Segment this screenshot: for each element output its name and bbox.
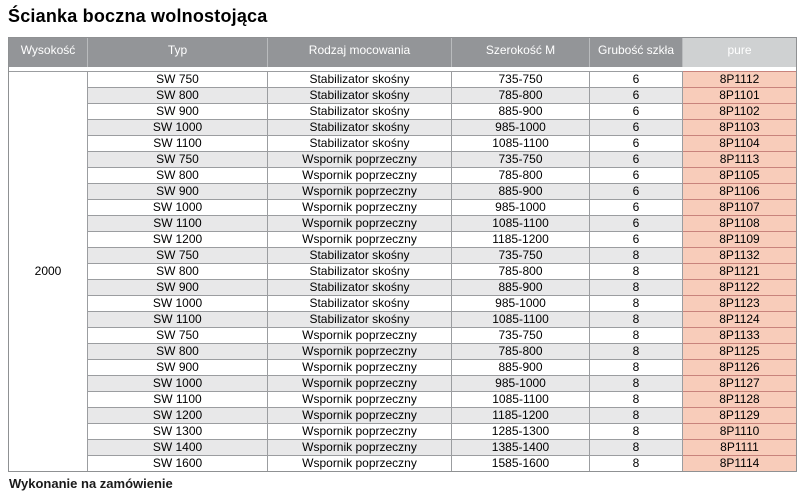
- cell-szerokosc: 1385-1400: [452, 440, 590, 456]
- cell-pure-code: 8P1122: [683, 280, 796, 296]
- cell-mocowanie: Wspornik poprzeczny: [268, 440, 452, 456]
- cell-pure-code: 8P1128: [683, 392, 796, 408]
- cell-grubosc: 8: [590, 328, 683, 344]
- cell-pure-code: 8P1113: [683, 152, 796, 168]
- cell-szerokosc: 735-750: [452, 152, 590, 168]
- table-row: [9, 296, 796, 312]
- cell-typ: SW 1200: [88, 232, 268, 248]
- cell-szerokosc: 885-900: [452, 360, 590, 376]
- cell-pure-code: 8P1121: [683, 264, 796, 280]
- cell-mocowanie: Stabilizator skośny: [268, 248, 452, 264]
- cell-typ: SW 1000: [88, 376, 268, 392]
- cell-mocowanie: Stabilizator skośny: [268, 104, 452, 120]
- cell-pure-code: 8P1101: [683, 88, 796, 104]
- table-row: [9, 456, 796, 471]
- cell-mocowanie: Stabilizator skośny: [268, 280, 452, 296]
- cell-pure-code: 8P1111: [683, 440, 796, 456]
- cell-szerokosc: 985-1000: [452, 200, 590, 216]
- cell-szerokosc: 1085-1100: [452, 392, 590, 408]
- cell-szerokosc: 885-900: [452, 104, 590, 120]
- table-row: [9, 280, 796, 296]
- cell-szerokosc: 785-800: [452, 168, 590, 184]
- cell-mocowanie: Stabilizator skośny: [268, 312, 452, 328]
- col-header-pure: pure: [683, 38, 796, 67]
- cell-mocowanie: Stabilizator skośny: [268, 72, 452, 88]
- table-row: [9, 88, 796, 104]
- cell-typ: SW 1000: [88, 296, 268, 312]
- cell-grubosc: 6: [590, 88, 683, 104]
- cell-typ: SW 1200: [88, 408, 268, 424]
- cell-pure-code: 8P1106: [683, 184, 796, 200]
- cell-typ: SW 900: [88, 184, 268, 200]
- cell-mocowanie: Wspornik poprzeczny: [268, 392, 452, 408]
- cell-szerokosc: 785-800: [452, 88, 590, 104]
- cell-mocowanie: Wspornik poprzeczny: [268, 216, 452, 232]
- cell-pure-code: 8P1109: [683, 232, 796, 248]
- table-row: [9, 424, 796, 440]
- table-row: [9, 72, 796, 88]
- cell-pure-code: 8P1114: [683, 456, 796, 471]
- cell-typ: SW 800: [88, 88, 268, 104]
- cell-typ: SW 1100: [88, 216, 268, 232]
- cell-typ: SW 1000: [88, 120, 268, 136]
- table-row: [9, 248, 796, 264]
- cell-grubosc: 8: [590, 312, 683, 328]
- table-row: [9, 392, 796, 408]
- cell-mocowanie: Wspornik poprzeczny: [268, 152, 452, 168]
- cell-pure-code: 8P1127: [683, 376, 796, 392]
- cell-szerokosc: 785-800: [452, 264, 590, 280]
- cell-szerokosc: 735-750: [452, 328, 590, 344]
- cell-mocowanie: Wspornik poprzeczny: [268, 376, 452, 392]
- cell-typ: SW 800: [88, 344, 268, 360]
- cell-pure-code: 8P1107: [683, 200, 796, 216]
- cell-pure-code: 8P1110: [683, 424, 796, 440]
- cell-grubosc: 6: [590, 152, 683, 168]
- table-row: [9, 344, 796, 360]
- cell-pure-code: 8P1125: [683, 344, 796, 360]
- footnote: Wykonanie na zamówienie: [9, 476, 173, 491]
- cell-grubosc: 8: [590, 392, 683, 408]
- cell-typ: SW 1300: [88, 424, 268, 440]
- cell-szerokosc: 735-750: [452, 248, 590, 264]
- cell-pure-code: 8P1126: [683, 360, 796, 376]
- cell-typ: SW 900: [88, 280, 268, 296]
- col-header-szerokosc: Szerokość M: [452, 38, 590, 67]
- table-row: [9, 168, 796, 184]
- cell-mocowanie: Wspornik poprzeczny: [268, 424, 452, 440]
- cell-szerokosc: 985-1000: [452, 376, 590, 392]
- cell-grubosc: 8: [590, 296, 683, 312]
- cell-grubosc: 8: [590, 440, 683, 456]
- cell-mocowanie: Wspornik poprzeczny: [268, 360, 452, 376]
- cell-grubosc: 6: [590, 232, 683, 248]
- cell-szerokosc: 985-1000: [452, 120, 590, 136]
- cell-typ: SW 750: [88, 328, 268, 344]
- product-table: [8, 37, 797, 472]
- table-row: [9, 184, 796, 200]
- table-row: [9, 232, 796, 248]
- cell-grubosc: 6: [590, 104, 683, 120]
- cell-pure-code: 8P1105: [683, 168, 796, 184]
- col-header-grubosc: Grubość szkła: [590, 38, 683, 67]
- cell-mocowanie: Stabilizator skośny: [268, 136, 452, 152]
- cell-grubosc: 6: [590, 72, 683, 88]
- cell-szerokosc: 885-900: [452, 280, 590, 296]
- cell-pure-code: 8P1123: [683, 296, 796, 312]
- cell-mocowanie: Wspornik poprzeczny: [268, 184, 452, 200]
- cell-grubosc: 8: [590, 360, 683, 376]
- cell-mocowanie: Stabilizator skośny: [268, 264, 452, 280]
- page-title: Ścianka boczna wolnostojąca: [8, 6, 268, 26]
- table-row: [9, 376, 796, 392]
- product-table-grid: [9, 38, 796, 471]
- cell-mocowanie: Wspornik poprzeczny: [268, 408, 452, 424]
- cell-grubosc: 8: [590, 408, 683, 424]
- header-row: [9, 38, 796, 67]
- cell-pure-code: 8P1133: [683, 328, 796, 344]
- cell-typ: SW 1100: [88, 392, 268, 408]
- cell-szerokosc: 1185-1200: [452, 232, 590, 248]
- cell-szerokosc: 985-1000: [452, 296, 590, 312]
- cell-mocowanie: Stabilizator skośny: [268, 296, 452, 312]
- cell-typ: SW 800: [88, 264, 268, 280]
- cell-szerokosc: 785-800: [452, 344, 590, 360]
- cell-mocowanie: Wspornik poprzeczny: [268, 456, 452, 471]
- cell-mocowanie: Wspornik poprzeczny: [268, 344, 452, 360]
- cell-typ: SW 900: [88, 104, 268, 120]
- table-row: [9, 200, 796, 216]
- table-row: [9, 360, 796, 376]
- cell-mocowanie: Wspornik poprzeczny: [268, 200, 452, 216]
- cell-szerokosc: 885-900: [452, 184, 590, 200]
- cell-szerokosc: 1185-1200: [452, 408, 590, 424]
- table-row: [9, 440, 796, 456]
- cell-grubosc: 8: [590, 456, 683, 471]
- table-row: [9, 216, 796, 232]
- cell-grubosc: 8: [590, 280, 683, 296]
- height-merged-cell: 2000: [9, 72, 88, 471]
- cell-grubosc: 6: [590, 200, 683, 216]
- cell-typ: SW 1400: [88, 440, 268, 456]
- cell-grubosc: 6: [590, 136, 683, 152]
- cell-grubosc: 6: [590, 120, 683, 136]
- cell-typ: SW 900: [88, 360, 268, 376]
- cell-typ: SW 1600: [88, 456, 268, 471]
- cell-pure-code: 8P1124: [683, 312, 796, 328]
- cell-mocowanie: Stabilizator skośny: [268, 88, 452, 104]
- cell-pure-code: 8P1112: [683, 72, 796, 88]
- cell-typ: SW 1000: [88, 200, 268, 216]
- col-header-wysokosc: Wysokość: [9, 38, 88, 67]
- cell-szerokosc: 1085-1100: [452, 136, 590, 152]
- table-body: [9, 72, 796, 471]
- col-header-typ: Typ: [88, 38, 268, 67]
- table-row: [9, 264, 796, 280]
- cell-szerokosc: 1085-1100: [452, 216, 590, 232]
- table-row: [9, 104, 796, 120]
- cell-szerokosc: 735-750: [452, 72, 590, 88]
- cell-grubosc: 6: [590, 168, 683, 184]
- cell-mocowanie: Stabilizator skośny: [268, 120, 452, 136]
- cell-grubosc: 6: [590, 216, 683, 232]
- cell-typ: SW 1100: [88, 136, 268, 152]
- cell-mocowanie: Wspornik poprzeczny: [268, 328, 452, 344]
- cell-typ: SW 750: [88, 72, 268, 88]
- cell-grubosc: 8: [590, 264, 683, 280]
- cell-typ: SW 750: [88, 248, 268, 264]
- cell-grubosc: 8: [590, 376, 683, 392]
- table-row: [9, 328, 796, 344]
- cell-typ: SW 1100: [88, 312, 268, 328]
- cell-pure-code: 8P1108: [683, 216, 796, 232]
- table-row: [9, 120, 796, 136]
- cell-grubosc: 8: [590, 424, 683, 440]
- table-row: [9, 312, 796, 328]
- cell-szerokosc: 1585-1600: [452, 456, 590, 471]
- cell-pure-code: 8P1102: [683, 104, 796, 120]
- cell-pure-code: 8P1132: [683, 248, 796, 264]
- cell-szerokosc: 1085-1100: [452, 312, 590, 328]
- cell-pure-code: 8P1129: [683, 408, 796, 424]
- cell-grubosc: 8: [590, 344, 683, 360]
- cell-mocowanie: Wspornik poprzeczny: [268, 168, 452, 184]
- cell-grubosc: 6: [590, 184, 683, 200]
- cell-pure-code: 8P1103: [683, 120, 796, 136]
- cell-typ: SW 800: [88, 168, 268, 184]
- cell-typ: SW 750: [88, 152, 268, 168]
- cell-grubosc: 8: [590, 248, 683, 264]
- table-row: [9, 152, 796, 168]
- table-row: [9, 136, 796, 152]
- cell-szerokosc: 1285-1300: [452, 424, 590, 440]
- table-row: [9, 408, 796, 424]
- cell-mocowanie: Wspornik poprzeczny: [268, 232, 452, 248]
- col-header-mocowanie: Rodzaj mocowania: [268, 38, 452, 67]
- cell-pure-code: 8P1104: [683, 136, 796, 152]
